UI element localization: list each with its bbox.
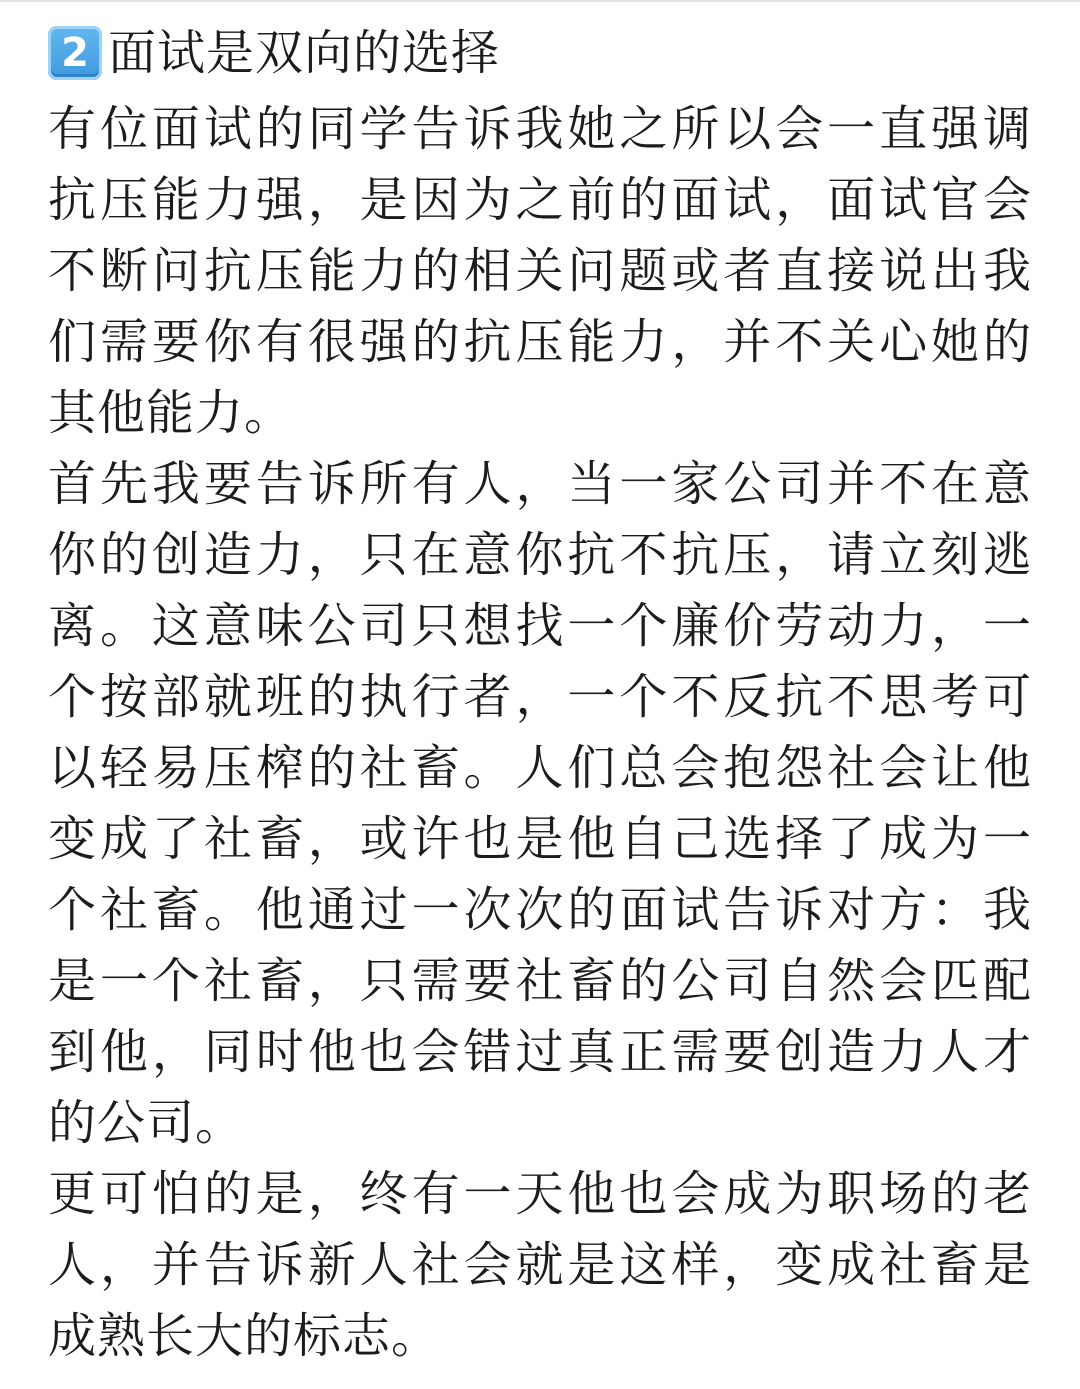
section-title: 面试是双向的选择 — [108, 25, 501, 81]
text-line: 不断问抗压能力的相关问题或者直接说出我 — [48, 243, 1032, 299]
text-line: 以轻易压榨的社畜。人们总会抱怨社会让他 — [48, 740, 1032, 796]
text-line: 个社畜。他通过一次次的面试告诉对方：我 — [48, 882, 1032, 938]
text-line: 更可怕的是，终有一天他也会成为职场的老 — [48, 1166, 1032, 1222]
text-line: 人，并告诉新人社会就是这样，变成社畜是 — [48, 1237, 1032, 1293]
text-line: 是一个社畜，只需要社畜的公司自然会匹配 — [48, 953, 1032, 1009]
article-body — [48, 94, 1032, 1372]
text-line: 你的创造力，只在意你抗不抗压，请立刻逃 — [48, 527, 1032, 583]
text-line: 们需要你有很强的抗压能力，并不关心她的 — [48, 314, 1032, 370]
text-line: 其他能力。 — [48, 385, 294, 441]
keycap-digit-two-icon: 2 — [48, 26, 102, 80]
paragraph-2 — [48, 449, 1032, 1159]
text-line: 成熟长大的标志。 — [48, 1308, 441, 1364]
text-line: 抗压能力强，是因为之前的面试，面试官会 — [48, 172, 1032, 228]
text-line: 的公司。 — [48, 1095, 245, 1151]
text-line: 变成了社畜，或许也是他自己选择了成为一 — [48, 811, 1032, 867]
text-line: 有位面试的同学告诉我她之所以会一直强调 — [48, 101, 1032, 157]
text-line: 到他，同时他也会错过真正需要创造力人才 — [48, 1024, 1032, 1080]
text-line: 首先我要告诉所有人，当一家公司并不在意 — [48, 456, 1032, 512]
paragraph-3 — [48, 1159, 1032, 1372]
paragraph-1 — [48, 94, 1032, 449]
section-heading — [48, 20, 500, 86]
text-line: 离。这意味公司只想找一个廉价劳动力，一 — [48, 598, 1032, 654]
text-line: 个按部就班的执行者，一个不反抗不思考可 — [48, 669, 1032, 725]
